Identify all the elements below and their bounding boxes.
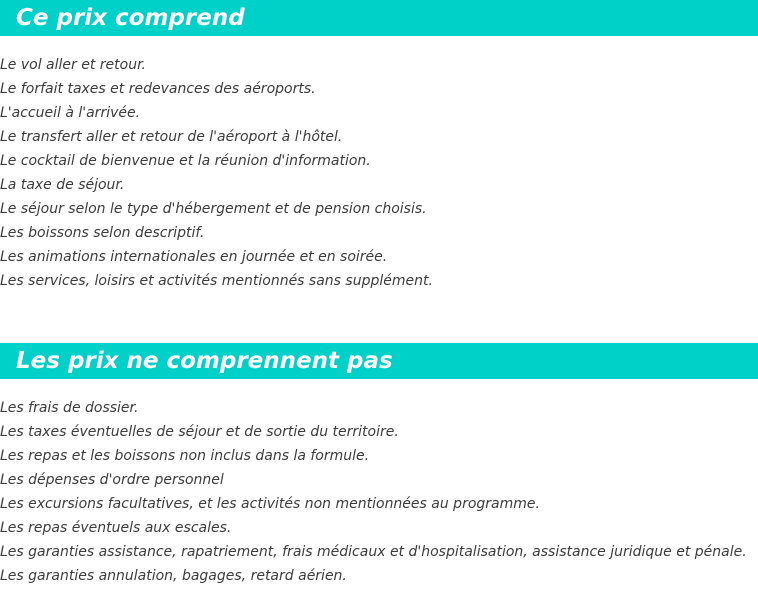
included-item: Le cocktail de bienvenue et la réunion d'information.	[0, 153, 371, 169]
included-items-list	[0, 53, 758, 293]
excluded-section-title: Les prix ne comprennent pas	[0, 343, 758, 379]
excluded-item: Les repas éventuels aux escales.	[0, 520, 232, 536]
included-item: Les boissons selon descriptif.	[0, 225, 205, 241]
included-item: Le transfert aller et retour de l'aéroport à l'hôtel.	[0, 129, 343, 145]
included-item: Le séjour selon le type d'hébergement et de pension choisis.	[0, 201, 427, 217]
included-item: Le vol aller et retour.	[0, 57, 147, 73]
excluded-item: Les frais de dossier.	[0, 400, 139, 416]
excluded-item: Les taxes éventuelles de séjour et de sortie du territoire.	[0, 424, 399, 440]
included-item: Le forfait taxes et redevances des aéroports.	[0, 81, 316, 97]
included-item: Les animations internationales en journée et en soirée.	[0, 249, 388, 265]
included-item: L'accueil à l'arrivée.	[0, 105, 141, 121]
excluded-item: Les garanties annulation, bagages, retard aérien.	[0, 568, 347, 584]
included-item: Les services, loisirs et activités mentionnés sans supplément.	[0, 273, 433, 289]
excluded-item: Les repas et les boissons non inclus dans la formule.	[0, 448, 370, 464]
excluded-item: Les excursions facultatives, et les activités non mentionnées au programme.	[0, 496, 540, 512]
excluded-item: Les garanties assistance, rapatriement, frais médicaux et d'hospitalisation, assistance juridique et pénale.	[0, 544, 747, 560]
included-section-title: Ce prix comprend	[0, 0, 758, 36]
included-item: La taxe de séjour.	[0, 177, 125, 193]
excluded-items-list	[0, 396, 758, 588]
excluded-item: Les dépenses d'ordre personnel	[0, 472, 224, 488]
